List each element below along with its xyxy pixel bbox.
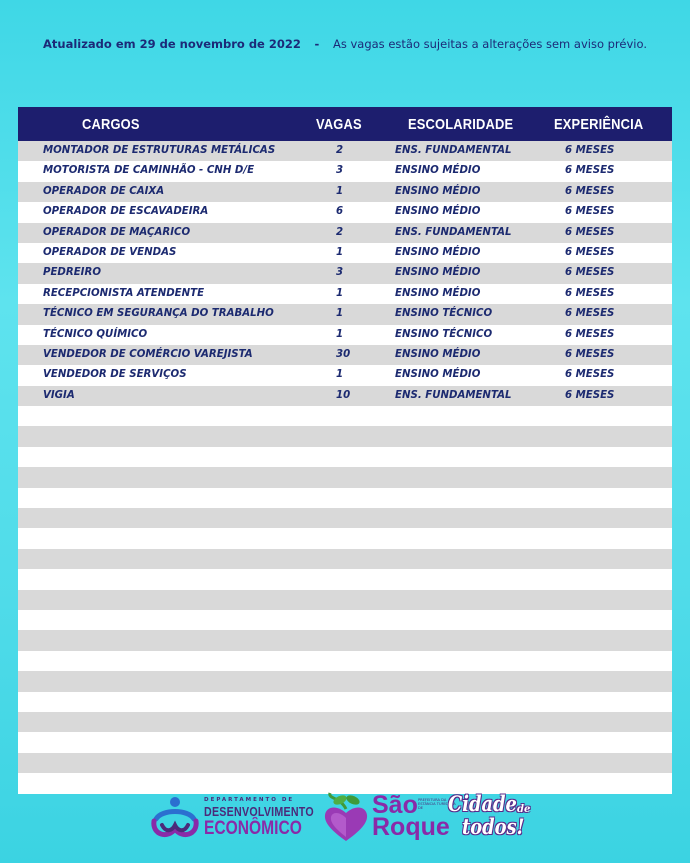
- cell-vagas: 10: [336, 389, 351, 401]
- cell-vagas: 3: [336, 267, 344, 279]
- city-name-line1: São: [372, 791, 418, 819]
- header-escolaridade: ESCOLARIDADE: [408, 116, 514, 133]
- cell-escolaridade: ENSINO MÉDIO: [395, 246, 481, 258]
- cell-cargo: PEDREIRO: [43, 267, 101, 279]
- dept-label-top: DEPARTAMENTO DE: [204, 797, 295, 803]
- cell-experiencia: 6 MESES: [565, 308, 615, 320]
- cell-vagas: 1: [336, 308, 344, 320]
- cell-cargo: VIGIA: [43, 389, 75, 401]
- cell-cargo: OPERADOR DE VENDAS: [43, 246, 177, 258]
- update-date: Atualizado em 29 de novembro de 2022: [43, 37, 301, 51]
- header-experiencia: EXPERIÊNCIA: [554, 116, 644, 133]
- table-row: [18, 365, 672, 385]
- cell-experiencia: 6 MESES: [565, 165, 615, 177]
- notice-text: As vagas estão sujeitas a alterações sem aviso prévio.: [332, 37, 647, 51]
- dept-emblem-icon: [148, 795, 202, 843]
- cell-escolaridade: ENSINO MÉDIO: [395, 287, 481, 299]
- cell-vagas: 1: [336, 328, 344, 340]
- cell-experiencia: 6 MESES: [565, 369, 615, 381]
- table-row: [18, 304, 672, 324]
- footer-logos: [0, 785, 690, 855]
- cell-experiencia: 6 MESES: [565, 389, 615, 401]
- cell-experiencia: 6 MESES: [565, 226, 615, 238]
- cell-cargo: OPERADOR DE CAIXA: [43, 185, 165, 197]
- cell-escolaridade: ENS. FUNDAMENTAL: [395, 389, 512, 401]
- table-header: [18, 107, 672, 141]
- dept-label-bottom: ECONÔMICO: [204, 818, 302, 839]
- cell-vagas: 1: [336, 287, 344, 299]
- cell-escolaridade: ENSINO MÉDIO: [395, 267, 481, 279]
- cell-cargo: OPERADOR DE MAÇARICO: [43, 226, 191, 238]
- city-logo: [322, 789, 456, 851]
- cell-experiencia: 6 MESES: [565, 246, 615, 258]
- table-row: [18, 284, 672, 304]
- cell-cargo: MONTADOR DE ESTRUTURAS METÁLICAS: [43, 145, 276, 156]
- header-vagas: VAGAS: [316, 116, 362, 133]
- cell-escolaridade: ENS. FUNDAMENTAL: [395, 226, 512, 238]
- table-row: [18, 325, 672, 345]
- cell-experiencia: 6 MESES: [565, 185, 615, 197]
- table-row: [18, 263, 672, 283]
- cell-vagas: 1: [336, 369, 344, 381]
- cell-escolaridade: ENS. FUNDAMENTAL: [395, 145, 512, 156]
- cell-escolaridade: ENSINO TÉCNICO: [395, 308, 493, 320]
- dept-label-mid: DESENVOLVIMENTO: [204, 804, 314, 819]
- dept-logo: [148, 789, 318, 849]
- cell-escolaridade: ENSINO MÉDIO: [395, 348, 481, 360]
- cell-vagas: 2: [336, 226, 344, 238]
- cell-escolaridade: ENSINO MÉDIO: [395, 206, 481, 218]
- update-notice: [0, 37, 690, 51]
- cell-experiencia: 6 MESES: [565, 145, 615, 156]
- slogan-word-1: Cidade: [448, 791, 517, 816]
- cell-experiencia: 6 MESES: [565, 206, 615, 218]
- cell-vagas: 1: [336, 185, 344, 197]
- slogan-logo: [448, 787, 548, 849]
- table-row: [18, 345, 672, 365]
- cell-cargo: MOTORISTA DE CAMINHÃO - CNH D/E: [43, 165, 255, 177]
- cell-cargo: VENDEDOR DE SERVIÇOS: [43, 369, 187, 381]
- cell-vagas: 30: [336, 348, 351, 360]
- cell-vagas: 3: [336, 165, 344, 177]
- cell-experiencia: 6 MESES: [565, 348, 615, 360]
- city-name-line2: Roque: [372, 813, 450, 841]
- cell-experiencia: 6 MESES: [565, 287, 615, 299]
- heart-logo-icon: [322, 791, 370, 843]
- city-small-label: PREFEITURA DA ESTÂNCIA TURÍSTICA DE: [418, 798, 456, 811]
- table-row: [18, 202, 672, 222]
- table-body: [18, 141, 672, 406]
- cell-vagas: 2: [336, 145, 344, 156]
- cell-cargo: TÉCNICO QUÍMICO: [43, 328, 148, 340]
- table-row: [18, 386, 672, 406]
- cell-cargo: OPERADOR DE ESCAVADEIRA: [43, 206, 209, 218]
- table-row: [18, 161, 672, 181]
- cell-escolaridade: ENSINO TÉCNICO: [395, 328, 493, 340]
- cell-experiencia: 6 MESES: [565, 267, 615, 279]
- slogan-word-3: todos!: [462, 814, 525, 839]
- cell-cargo: TÉCNICO EM SEGURANÇA DO TRABALHO: [43, 308, 274, 320]
- table-row: [18, 223, 672, 243]
- slogan-word-2: de: [517, 804, 531, 815]
- cell-escolaridade: ENSINO MÉDIO: [395, 165, 481, 177]
- vacancies-table: [18, 107, 672, 776]
- cell-escolaridade: ENSINO MÉDIO: [395, 185, 481, 197]
- cell-escolaridade: ENSINO MÉDIO: [395, 369, 481, 381]
- notice-separator: -: [314, 37, 320, 51]
- table-row: [18, 141, 672, 161]
- header-cargos: CARGOS: [82, 116, 140, 133]
- table-row: [18, 182, 672, 202]
- cell-vagas: 1: [336, 246, 344, 258]
- cell-vagas: 6: [336, 206, 344, 218]
- cell-experiencia: 6 MESES: [565, 328, 615, 340]
- table-row: [18, 243, 672, 263]
- cell-cargo: RECEPCIONISTA ATENDENTE: [43, 287, 205, 299]
- cell-cargo: VENDEDOR DE COMÉRCIO VAREJISTA: [43, 348, 253, 360]
